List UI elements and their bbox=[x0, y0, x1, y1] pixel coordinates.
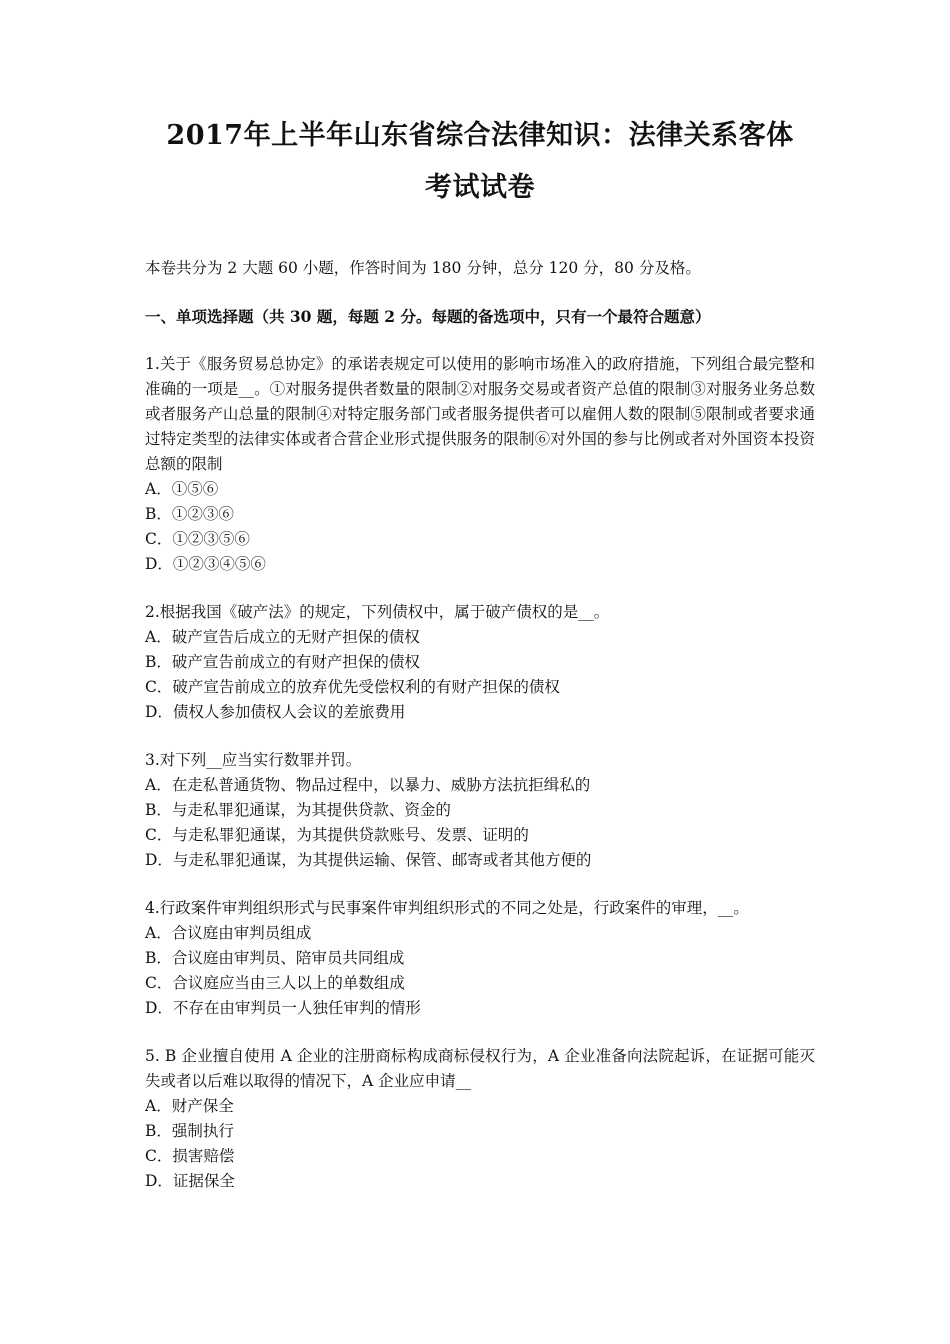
option-a: A．财产保全 bbox=[145, 1097, 234, 1115]
option-b: B．①②③⑥ bbox=[145, 505, 234, 523]
option-c: C．①②③⑤⑥ bbox=[145, 530, 250, 548]
option-d: D．①②③④⑤⑥ bbox=[145, 555, 266, 573]
option-c: C．损害赔偿 bbox=[145, 1147, 235, 1165]
option-b: B．强制执行 bbox=[145, 1122, 234, 1140]
option-d: D．与走私罪犯通谋，为其提供运输、保管、邮寄或者其他方便的 bbox=[145, 851, 592, 869]
question-3 bbox=[145, 748, 815, 873]
question-5 bbox=[145, 1044, 815, 1194]
option-b: B．破产宣告前成立的有财产担保的债权 bbox=[145, 653, 420, 671]
option-d: D．证据保全 bbox=[145, 1172, 235, 1190]
question-2 bbox=[145, 600, 815, 725]
question-4 bbox=[145, 896, 815, 1021]
document-page bbox=[145, 110, 815, 1194]
question-stem: 4.行政案件审判组织形式与民事案件审判组织形式的不同之处是，行政案件的审理，__。 bbox=[145, 899, 749, 917]
option-d: D．债权人参加债权人会议的差旅费用 bbox=[145, 703, 406, 721]
question-stem: 2.根据我国《破产法》的规定，下列债权中，属于破产债权的是__。 bbox=[145, 603, 610, 621]
option-a: A．合议庭由审判员组成 bbox=[145, 924, 312, 942]
option-d: D．不存在由审判员一人独任审判的情形 bbox=[145, 999, 421, 1017]
option-b: B．与走私罪犯通谋，为其提供贷款、资金的 bbox=[145, 801, 451, 819]
option-c: C．破产宣告前成立的放弃优先受偿权利的有财产担保的债权 bbox=[145, 678, 560, 696]
option-a: A．①⑤⑥ bbox=[145, 480, 219, 498]
exam-intro: 本卷共分为 2 大题 60 小题，作答时间为 180 分钟，总分 120 分，80 分及格。 bbox=[145, 259, 701, 277]
option-c: C．合议庭应当由三人以上的单数组成 bbox=[145, 974, 405, 992]
question-stem: 3.对下列__应当实行数罪并罚。 bbox=[145, 751, 362, 769]
question-stem: 5. B 企业擅自使用 A 企业的注册商标构成商标侵权行为，A 企业准备向法院起诉，在证据可能灭失或者以后难以取得的情况下，A 企业应申请__ bbox=[145, 1047, 815, 1090]
option-a: A．在走私普通货物、物品过程中，以暴力、威胁方法抗拒缉私的 bbox=[145, 776, 591, 794]
option-c: C．与走私罪犯通谋，为其提供贷款账号、发票、证明的 bbox=[145, 826, 529, 844]
section-heading: 一、单项选择题（共 30 题，每题 2 分。每题的备选项中，只有一个最符合题意） bbox=[145, 307, 711, 326]
title-line-1: 2017年上半年山东省综合法律知识：法律关系客体 bbox=[166, 120, 794, 151]
question-1 bbox=[145, 352, 815, 577]
option-b: B．合议庭由审判员、陪审员共同组成 bbox=[145, 949, 405, 967]
document-title bbox=[145, 110, 815, 214]
question-stem: 1.关于《服务贸易总协定》的承诺表规定可以使用的影响市场准入的政府措施，下列组合最完整和准确的一项是__。①对服务提供者数量的限制②对服务交易或者资产总值的限制③对服务业务总数或者服务产山总量的限制④对特定服务部门或者服务提供者可以雇佣人数的限制⑤限制或者要求通过特定类型的法律实体或者合营企业形式提供服务的限制⑥对外国的参与比例或者对外国资本投资总额的限制 bbox=[145, 355, 815, 473]
option-a: A．破产宣告后成立的无财产担保的债权 bbox=[145, 628, 420, 646]
title-line-2: 考试试卷 bbox=[425, 172, 535, 203]
